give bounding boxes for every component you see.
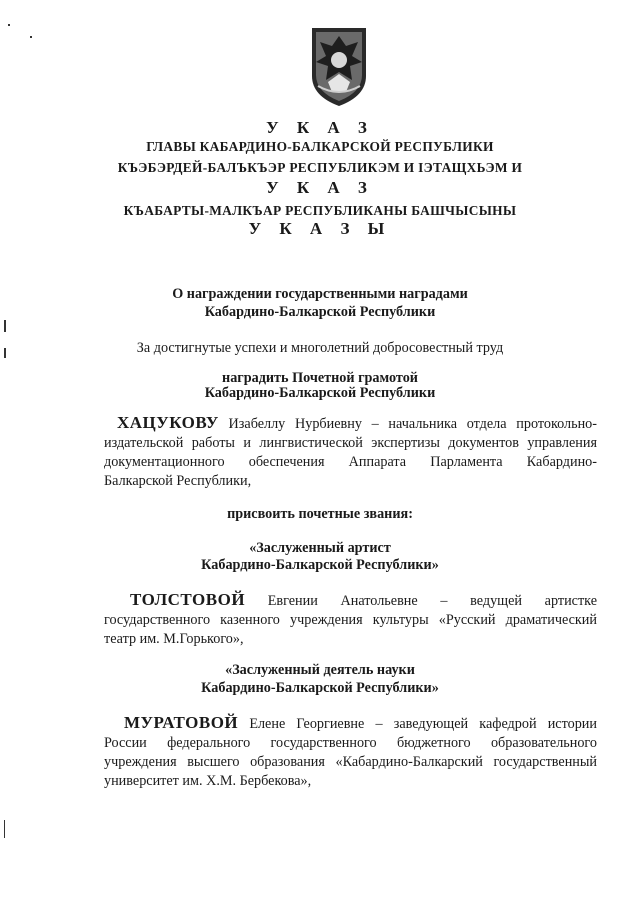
paragraph-line: государственного казенного учреждения культуры «Русский драматический bbox=[104, 612, 597, 628]
issuer-title-kbd: КЪЭБЭРДЕЙ-БАЛЪКЪЭР РЕСПУБЛИКЭМ И ІЭТАЩХЬЭМ И bbox=[117, 160, 523, 175]
ukaz-title-krc: У К А З Ы bbox=[248, 219, 392, 238]
honorary-title-2-line-1: «Заслуженный деятель науки bbox=[225, 662, 415, 678]
subject-line-2: Кабардино-Балкарской Республики bbox=[204, 304, 436, 320]
preamble: За достигнутые успехи и многолетний добросовестный труд bbox=[136, 340, 504, 356]
paragraph-line: Елене Георгиевне – заведующей кафедрой истории bbox=[249, 716, 597, 732]
paragraph-line: документационного обеспечения Аппарата Парламента Кабардино- bbox=[104, 454, 597, 470]
person-surname: ТОЛСТОВОЙ bbox=[130, 590, 246, 609]
scan-mark bbox=[4, 320, 6, 332]
ukaz-title-kbd: У К А З bbox=[266, 178, 374, 197]
scan-mark bbox=[30, 36, 32, 38]
coat-of-arms-emblem bbox=[306, 22, 372, 108]
honorary-title-2-line-2: Кабардино-Балкарской Республики» bbox=[201, 680, 439, 696]
award-paragraph-3 bbox=[104, 713, 597, 791]
paragraph-line: Евгении Анатольевне – ведущей артистке bbox=[267, 593, 597, 609]
paragraph-line: университет им. Х.М. Бербекова», bbox=[104, 773, 312, 789]
honorary-title-1-line-2: Кабардино-Балкарской Республики» bbox=[201, 557, 439, 573]
award-heading-line-1: наградить Почетной грамотой bbox=[222, 370, 418, 386]
issuer-title-krc: КЪАБАРТЫ-МАЛКЪАР РЕСПУБЛИКАНЫ БАШЧЫСЫНЫ bbox=[123, 203, 517, 218]
subject-line-1: О награждении государственными наградами bbox=[172, 286, 468, 302]
ukaz-title-ru: У К А З bbox=[266, 118, 374, 137]
issuer-title-ru: ГЛАВЫ КАБАРДИНО-БАЛКАРСКОЙ РЕСПУБЛИКИ bbox=[146, 139, 494, 154]
titles-heading: присвоить почетные звания: bbox=[227, 506, 413, 522]
paragraph-line: издательской работы и лингвистической экспертизы документов управления bbox=[104, 435, 597, 451]
award-heading-line-2: Кабардино-Балкарской Республики bbox=[204, 385, 436, 401]
scan-mark bbox=[4, 820, 5, 838]
paragraph-line: учреждения высшего образования «Кабардино-Балкарский государственный bbox=[104, 754, 597, 770]
scan-mark bbox=[8, 24, 10, 26]
person-surname: ХАЦУКОВУ bbox=[117, 413, 219, 432]
award-paragraph-2 bbox=[104, 590, 597, 649]
honorary-title-1-line-1: «Заслуженный артист bbox=[249, 540, 391, 556]
paragraph-line: Балкарской Республики, bbox=[104, 473, 252, 489]
award-paragraph-1 bbox=[104, 413, 598, 491]
person-surname: МУРАТОВОЙ bbox=[124, 713, 239, 732]
paragraph-line: России федерального государственного бюджетного образовательного bbox=[104, 735, 597, 751]
paragraph-line: театр им. М.Горького», bbox=[104, 631, 244, 647]
paragraph-line: Изабеллу Нурбиевну – начальника отдела протокольно- bbox=[228, 416, 598, 432]
